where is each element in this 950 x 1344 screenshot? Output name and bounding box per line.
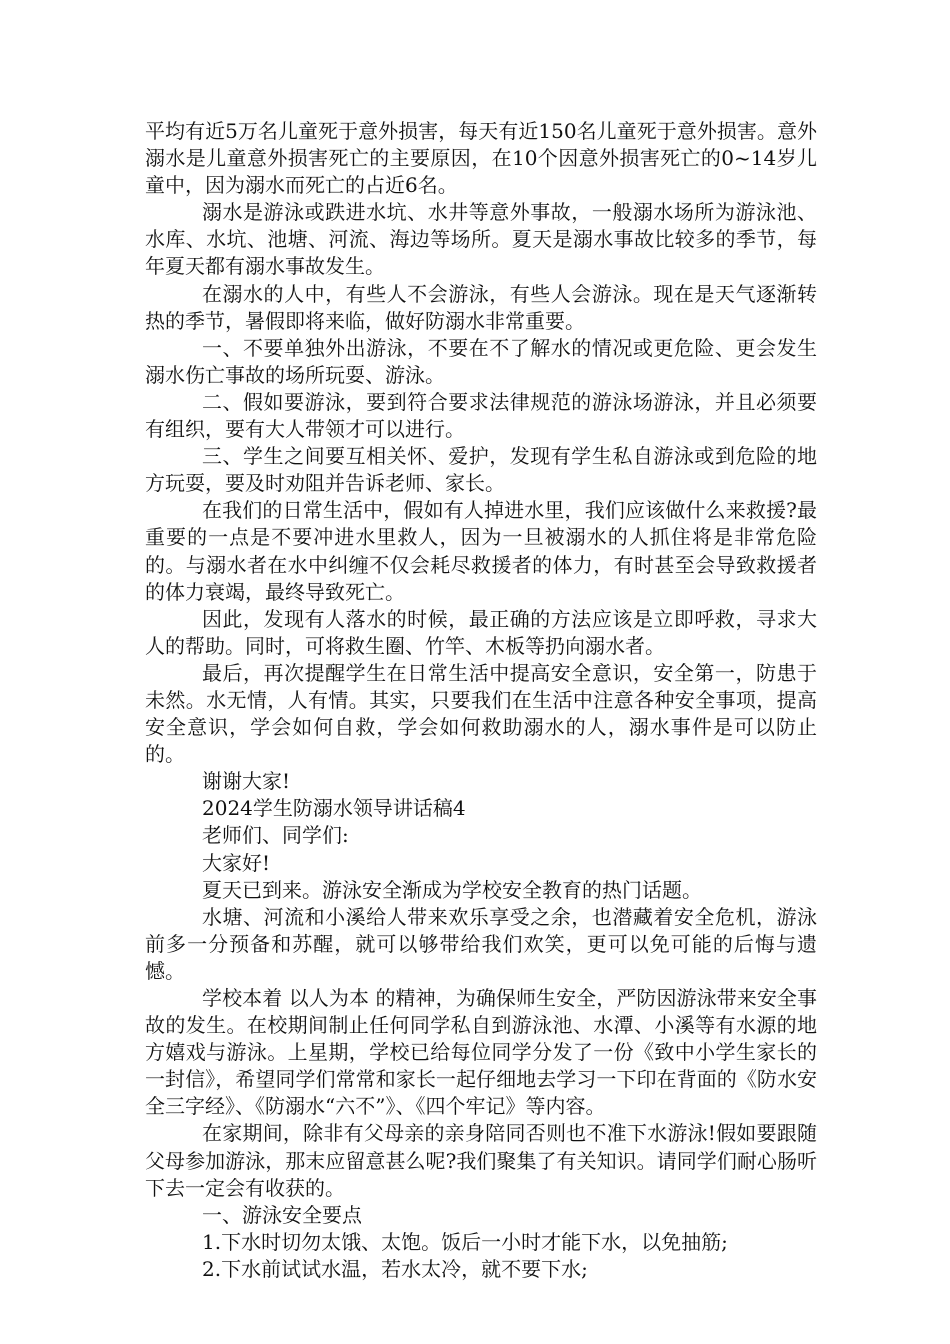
section-title: 2024学生防溺水领导讲话稿4 xyxy=(202,796,466,821)
paragraph-rule-three: 三、学生之间要互相关怀、爱护，发现有学生私自游泳或到危险的地方玩耍，要及时劝阻并告诉老师、家长。 xyxy=(145,444,817,496)
paragraph-rule-two: 二、假如要游泳，要到符合要求法律规范的游泳场游泳，并且必须要有组织，要有大人带领才可以进行。 xyxy=(145,389,817,442)
paragraph-danger: 水塘、河流和小溪给人带来欢乐享受之余，也潜藏着安全危机，游泳前多一分预备和苏醒，就可以够带给我们欢笑，更可以免可能的后悔与遗憾。 xyxy=(145,904,817,983)
paragraph-conclusion: 最后，再次提醒学生在日常生活中提高安全意识，安全第一，防患于未然。水无情，人有情。其实，只要我们在生活中注意各种安全事项，提高安全意识，学会如何自救，学会如何救助溺水的人，溺水事件是可以防止的。 xyxy=(145,660,817,767)
paragraph-swimmers: 在溺水的人中，有些人不会游泳，有些人会游泳。现在是天气逐渐转热的季节，暑假即将来临，做好防溺水非常重要。 xyxy=(145,281,817,333)
paragraph-summer: 夏天已到来。游泳安全渐成为学校安全教育的热门话题。 xyxy=(202,877,702,902)
paragraph-call-for-help: 因此，发现有人落水的时候，最正确的方法应该是立即呼救，寻求大人的帮助。同时，可将救生圈、竹竿、木板等扔向溺水者。 xyxy=(145,606,817,658)
document-body xyxy=(145,118,817,1283)
paragraph-drowning-definition: 溺水是游泳或跌进水坑、水井等意外事故，一般溺水场所为游泳池、水库、水坑、池塘、河流、海边等场所。夏天是溺水事故比较多的季节，每年夏天都有溺水事故发生。 xyxy=(145,200,817,279)
list-item: 1.下水时切勿太饿、太饱。饭后一小时才能下水，以免抽筋; xyxy=(202,1229,728,1254)
greeting-audience: 老师们、同学们: xyxy=(202,823,349,848)
paragraph-rule-one: 一、不要单独外出游泳，不要在不了解水的情况或更危险、更会发生溺水伤亡事故的场所玩耍、游泳。 xyxy=(145,335,817,387)
greeting-hello: 大家好! xyxy=(202,850,271,875)
paragraph-school-policy: 学校本着 以人为本 的精神，为确保师生安全，严防因游泳带来安全事故的发生。在校期间制止任何同学私自到游泳池、水潭、小溪等有水源的地方嬉戏与游泳。上星期，学校已给每位同学分发了一份《致中小学生家长的一封信》，希望同学们常常和家长一起仔细地去学习一下印在背面的《防水安全三字经》、《防溺水“六不”》、《四个牢记》等内容。 xyxy=(145,986,817,1119)
paragraph-statistics: 平均有近5万名儿童死于意外损害，每天有近150名儿童死于意外损害。意外溺水是儿童意外损害死亡的主要原因，在10个因意外损害死亡的0~14岁儿童中，因为溺水而死亡的占近6名。 xyxy=(145,119,817,198)
paragraph-thanks: 谢谢大家! xyxy=(202,769,291,794)
paragraph-at-home: 在家期间，除非有父母亲的亲身陪同否则也不准下水游泳!假如要跟随父母参加游泳，那末应留意甚么呢?我们聚集了有关知识。请同学们耐心肠听下去一定会有收获的。 xyxy=(145,1121,817,1200)
heading-safety-points: 一、游泳安全要点 xyxy=(202,1202,362,1227)
paragraph-rescue: 在我们的日常生活中，假如有人掉进水里，我们应该做什么来救援?最重要的一点是不要冲进水里救人，因为一旦被溺水的人抓住将是非常危险的。与溺水者在水中纠缠不仅会耗尽救援者的体力，有时甚至会导致救援者的体力衰竭，最终导致死亡。 xyxy=(145,498,817,604)
list-item: 2.下水前试试水温，若水太冷，就不要下水; xyxy=(202,1256,588,1281)
